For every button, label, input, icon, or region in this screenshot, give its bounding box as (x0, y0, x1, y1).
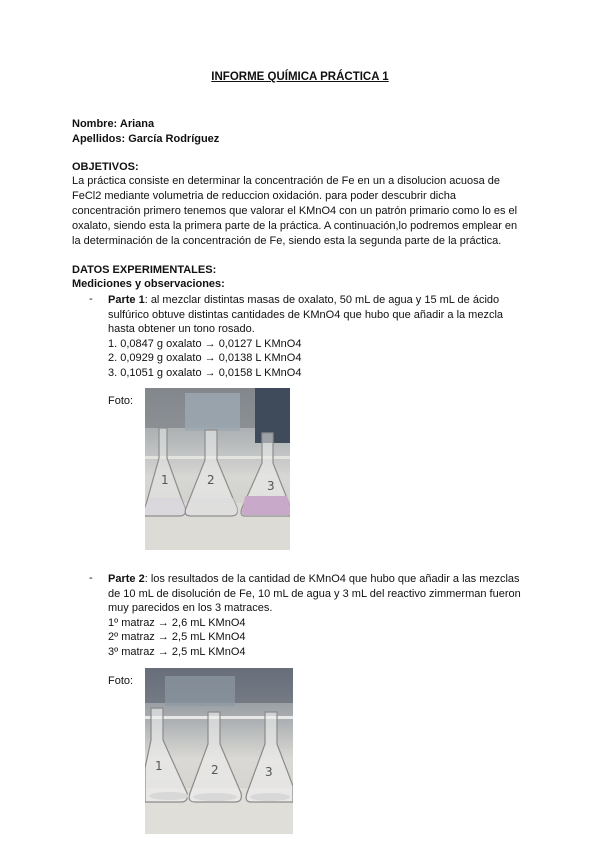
objectives-heading: OBJETIVOS: (72, 161, 139, 173)
part2-line: muy parecidos en los 3 matraces. (108, 602, 273, 615)
part2-photo-label: Foto: (108, 675, 134, 687)
objectives-line: concentración primero tenemos que valorar el KMnO4 con un patrón primario como lo es el (72, 205, 518, 217)
part2-flasks-photo (145, 668, 293, 834)
flask-number: 3 (265, 765, 273, 779)
part2-result: 2º matraz → 2,5 mL KMnO4 (108, 631, 246, 644)
part1-flasks-photo (145, 388, 290, 550)
part1-result: 1. 0,0847 g oxalato → 0,0127 L KMnO4 (108, 337, 302, 350)
part2-bullet: - (89, 572, 93, 584)
objectives-line: oxalato, siendo esta la primera parte de la práctica. A continuación,lo podremos emplear en (72, 220, 518, 232)
student-surnames: Apellidos: García Rodríguez (72, 133, 220, 145)
flasks-image (145, 388, 290, 550)
part2-result: 3º matraz → 2,5 mL KMnO4 (108, 645, 246, 658)
flask-number: 3 (267, 479, 275, 493)
objectives-line: FeCl2 mediante volumetria de reduccion oxidación. para poder descubrir dicha (72, 190, 456, 202)
part2-result: 1º matraz → 2,6 mL KMnO4 (108, 616, 246, 629)
part1-bullet: - (89, 293, 93, 305)
part1-result: 2. 0,0929 g oxalato → 0,0138 L KMnO4 (108, 352, 302, 365)
report-title: INFORME QUÍMICA PRÁCTICA 1 (211, 71, 389, 83)
part1-photo-label: Foto: (108, 395, 134, 407)
flask-number: 2 (211, 763, 219, 777)
part1-text (108, 293, 503, 381)
objectives-line: La práctica consiste en determinar la concentración de Fe en un a disolucion acuosa de (72, 175, 501, 187)
part2-text (108, 572, 521, 660)
part2-line: : los resultados de la cantidad de KMnO4 que hubo que añadir a las mezclas (144, 573, 520, 585)
flasks-image (145, 668, 293, 834)
flask-number: 1 (161, 473, 169, 487)
measurements-subheading: Mediciones y observaciones: (72, 278, 225, 290)
part2-label: Parte 2 (108, 573, 145, 585)
part2-line: de 10 mL de disolución de Fe, 10 mL de agua y 3 mL del reactivo zimmerman fueron (108, 587, 521, 600)
experimental-data-heading: DATOS EXPERIMENTALES: (72, 264, 217, 276)
flask-number: 1 (155, 759, 163, 773)
objectives-line: la determinación de la concentración de Fe, siendo esta la segunda parte de la práctica. (72, 235, 502, 247)
part1-line: sulfúrico obtuve distintas cantidades de KMnO4 que hubo que añadir a la mezcla (108, 308, 504, 321)
part1-line: : al mezclar distintas masas de oxalato, 50 mL de agua y 15 mL de ácido (144, 294, 500, 306)
student-name: Nombre: Ariana (72, 118, 155, 130)
part1-result: 3. 0,1051 g oxalato → 0,0158 L KMnO4 (108, 366, 302, 379)
part1-line: hasta obtener un tono rosado. (108, 323, 255, 336)
part1-label: Parte 1 (108, 294, 145, 306)
objectives-paragraph (72, 174, 532, 249)
flask-number: 2 (207, 473, 215, 487)
